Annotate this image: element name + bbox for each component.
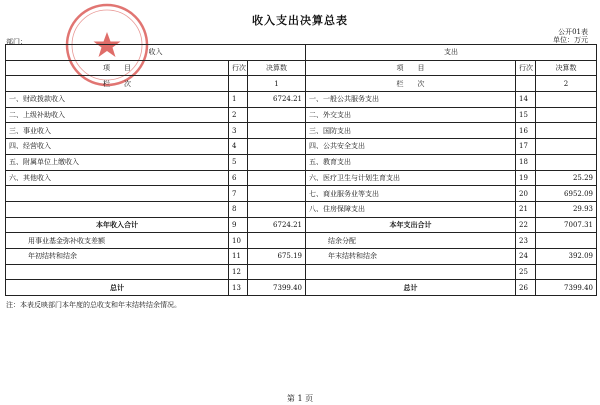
income-amount: 6724.21: [248, 92, 306, 108]
income-col-index: 1: [248, 76, 306, 92]
column-index-row: [6, 76, 597, 92]
income-item: 三、事业收入: [6, 123, 229, 139]
report-title: 收入支出决算总表: [252, 14, 348, 27]
row-number: 17: [516, 139, 536, 155]
expense-amount: [536, 139, 597, 155]
fund-gap-label: 用事业基金弥补收支差额: [6, 233, 229, 249]
table-row: [6, 170, 597, 186]
unit-label: 单位：万元: [553, 36, 588, 44]
row-number: 2: [229, 107, 248, 123]
row-number: 23: [516, 233, 536, 249]
row-number: 7: [229, 186, 248, 202]
expense-item: 四、公共安全支出: [306, 139, 516, 155]
row-number: 12: [229, 264, 248, 280]
row-number: 5: [229, 154, 248, 170]
expense-item-header: 项 目: [306, 60, 516, 76]
row-number: 18: [516, 154, 536, 170]
row-number: 3: [229, 123, 248, 139]
blank-row: [6, 264, 597, 280]
expense-amount: [536, 123, 597, 139]
expense-item: 七、商业服务业等支出: [306, 186, 516, 202]
income-item: [6, 201, 229, 217]
expense-amount: 6952.09: [536, 186, 597, 202]
table-row: [6, 139, 597, 155]
fund-gap-row: [6, 233, 597, 249]
row-number: 8: [229, 201, 248, 217]
row-number: 25: [516, 264, 536, 280]
income-amount: [248, 186, 306, 202]
expense-amount: 29.93: [536, 201, 597, 217]
income-item: 四、经营收入: [6, 139, 229, 155]
row-number: 26: [516, 280, 536, 296]
row-number: 6: [229, 170, 248, 186]
row-number: 14: [516, 92, 536, 108]
table-row: [6, 154, 597, 170]
grand-total-value-right: 7399.40: [536, 280, 597, 296]
row-number: 13: [229, 280, 248, 296]
income-item: 六、其他收入: [6, 170, 229, 186]
income-total-label: 本年收入合计: [6, 217, 229, 233]
expense-rowno-header: 行次: [516, 60, 536, 76]
income-total-value: 6724.21: [248, 217, 306, 233]
fund-gap-value: [248, 233, 306, 249]
row-number: 15: [516, 107, 536, 123]
expense-col-index: 2: [536, 76, 597, 92]
expense-amount-header: 决算数: [536, 60, 597, 76]
department-label: 部门：: [6, 38, 27, 46]
row-number: 4: [229, 139, 248, 155]
income-amount: [248, 154, 306, 170]
total-row: [6, 217, 597, 233]
expense-amount: [536, 107, 597, 123]
table-row: [6, 123, 597, 139]
expense-amount: 25.29: [536, 170, 597, 186]
carry-out-label: 年末结转和结余: [306, 248, 516, 264]
income-lanci: 栏 次: [6, 76, 229, 92]
income-amount: [248, 201, 306, 217]
surplus-allocation-value: [536, 233, 597, 249]
table-row: [6, 92, 597, 108]
expense-total-value: 7007.31: [536, 217, 597, 233]
form-code: 公开01表: [558, 28, 588, 36]
row-number: 11: [229, 248, 248, 264]
row-number: 16: [516, 123, 536, 139]
income-amount: [248, 139, 306, 155]
income-item: 一、财政拨款收入: [6, 92, 229, 108]
expense-amount: [536, 92, 597, 108]
page-number: 第 1 页: [286, 394, 314, 403]
grand-total-label-left: 总计: [6, 280, 229, 296]
header-section-row: [6, 45, 597, 61]
income-header: 收入: [6, 45, 306, 61]
carry-in-value: 675.19: [248, 248, 306, 264]
income-item-header: 项 目: [6, 60, 229, 76]
row-number: 24: [516, 248, 536, 264]
income-amount: [248, 170, 306, 186]
expense-item: 六、医疗卫生与计划生育支出: [306, 170, 516, 186]
income-amount-header: 决算数: [248, 60, 306, 76]
carry-out-value: 392.09: [536, 248, 597, 264]
income-item: 五、附属单位上缴收入: [6, 154, 229, 170]
grand-total-row: [6, 280, 597, 296]
footnote: 注：本表反映部门本年度的总收支和年末结转结余情况。: [6, 301, 181, 309]
income-rowno-header: 行次: [229, 60, 248, 76]
table-row: [6, 186, 597, 202]
income-item: [6, 186, 229, 202]
row-number: 9: [229, 217, 248, 233]
row-number: 21: [516, 201, 536, 217]
carry-in-label: 年初结转和结余: [6, 248, 229, 264]
income-item: 二、上级补助收入: [6, 107, 229, 123]
carry-row: [6, 248, 597, 264]
row-number: 22: [516, 217, 536, 233]
expense-item: 二、外交支出: [306, 107, 516, 123]
expense-item: 一、一般公共服务支出: [306, 92, 516, 108]
surplus-allocation-label: 结余分配: [306, 233, 516, 249]
row-number: 19: [516, 170, 536, 186]
grand-total-value-left: 7399.40: [248, 280, 306, 296]
expense-item: 三、国防支出: [306, 123, 516, 139]
grand-total-label-right: 总计: [306, 280, 516, 296]
table-row: [6, 107, 597, 123]
income-expense-table: [5, 44, 597, 296]
row-number: 10: [229, 233, 248, 249]
header-columns-row: [6, 60, 597, 76]
income-amount: [248, 107, 306, 123]
expense-header: 支出: [306, 45, 597, 61]
expense-total-label: 本年支出合计: [306, 217, 516, 233]
income-amount: [248, 123, 306, 139]
expense-item: 五、教育支出: [306, 154, 516, 170]
expense-amount: [536, 154, 597, 170]
table-row: [6, 201, 597, 217]
expense-item: 八、住房保障支出: [306, 201, 516, 217]
row-number: 20: [516, 186, 536, 202]
expense-lanci: 栏 次: [306, 76, 516, 92]
row-number: 1: [229, 92, 248, 108]
